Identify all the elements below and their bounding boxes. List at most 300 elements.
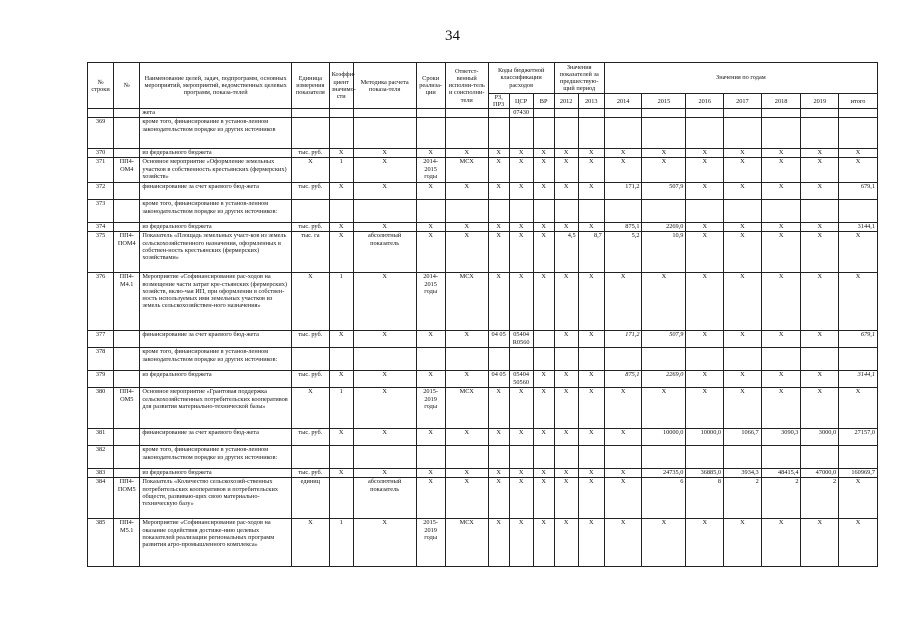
row-value-year: X <box>801 158 839 183</box>
row-coefficient: 1 <box>329 273 353 331</box>
row-value-year: 36885,0 <box>686 469 724 478</box>
row-vr: X <box>533 429 554 446</box>
row-name: Основное мероприятие «Грантовая поддержка сельскохозяйственных потребительских кооперативов для развития материально-технической базы» <box>140 388 292 429</box>
row-value-year <box>578 109 604 118</box>
row-csr: X <box>509 429 533 446</box>
row-vr: X <box>533 478 554 519</box>
row-value-year <box>604 118 642 149</box>
row-value-year: 24735,0 <box>642 469 686 478</box>
header-method: Методика расчета показа-теля <box>353 63 416 109</box>
row-value-total <box>839 446 878 469</box>
row-unit: тыс. руб. <box>292 149 330 158</box>
row-vr <box>533 446 554 469</box>
row-term: X <box>416 478 445 519</box>
row-method <box>353 200 416 223</box>
row-name: из федерального бюджета <box>140 469 292 478</box>
row-value-year <box>761 446 801 469</box>
row-value-year <box>578 348 604 371</box>
row-name: Показатель «Площадь земельных участ-ков из земель сельскохозяйственного назначения, оформленных в собствен-ность крестьянских (фермерских) хозяйствами» <box>140 232 292 273</box>
row-value-year <box>686 348 724 371</box>
row-value-year <box>761 109 801 118</box>
header-total: итого <box>839 94 878 109</box>
row-method: X <box>353 183 416 200</box>
row-value-year: X <box>554 478 578 519</box>
row-value-year: X <box>604 273 642 331</box>
row-value-year: X <box>578 478 604 519</box>
row-code <box>114 183 140 200</box>
row-method: X <box>353 388 416 429</box>
row-vr: X <box>533 149 554 158</box>
row-term <box>416 200 445 223</box>
row-value-total: 3144,1 <box>839 223 878 232</box>
row-value-year: 10000,0 <box>642 429 686 446</box>
row-responsible <box>445 200 488 223</box>
row-method: X <box>353 469 416 478</box>
header-vr: ВР <box>533 94 554 109</box>
row-value-year <box>724 446 762 469</box>
row-coefficient <box>329 446 353 469</box>
row-responsible <box>445 109 488 118</box>
row-value-year <box>686 446 724 469</box>
row-value-year: X <box>761 519 801 567</box>
row-name: Показатель «Количество сельскохозяй-ственных потребительских кооперативов и потребительских обществ, развиваю-щих свою материально-техническую базу» <box>140 478 292 519</box>
row-responsible: МСХ <box>445 273 488 331</box>
row-value-year: X <box>554 331 578 348</box>
row-value-year <box>761 118 801 149</box>
row-name: кроме того, финансирование в установ-ленном законодательством порядке из других источников <box>140 118 292 149</box>
header-year: 2015 <box>642 94 686 109</box>
row-term: 2014-2015 годы <box>416 273 445 331</box>
row-term: 2015-2019 годы <box>416 388 445 429</box>
header-year: 2016 <box>686 94 724 109</box>
row-coefficient: X <box>329 149 353 158</box>
row-value-year: X <box>554 273 578 331</box>
row-value-year: 3090,3 <box>761 429 801 446</box>
table-row <box>88 118 878 149</box>
row-value-year: X <box>554 149 578 158</box>
row-code: ПП4-М5.1 <box>114 519 140 567</box>
table-row <box>88 469 878 478</box>
row-code <box>114 469 140 478</box>
row-value-year: X <box>578 158 604 183</box>
header-row-no: № строки <box>88 63 114 109</box>
row-value-year: X <box>686 273 724 331</box>
row-code <box>114 348 140 371</box>
row-value-year: X <box>554 223 578 232</box>
row-coefficient: 1 <box>329 158 353 183</box>
row-unit: X <box>292 519 330 567</box>
row-csr: 07430 <box>509 109 533 118</box>
row-csr: X <box>509 478 533 519</box>
table-row <box>88 371 878 388</box>
row-value-year: X <box>578 519 604 567</box>
row-number: 369 <box>88 118 114 149</box>
row-method: X <box>353 158 416 183</box>
row-value-year <box>554 200 578 223</box>
row-vr <box>533 200 554 223</box>
row-responsible: МСХ <box>445 519 488 567</box>
row-code <box>114 118 140 149</box>
header-year: 2012 <box>554 94 578 109</box>
row-name: жета <box>140 109 292 118</box>
row-value-total: X <box>839 519 878 567</box>
row-unit: тыс. руб. <box>292 331 330 348</box>
table-row <box>88 348 878 371</box>
row-responsible: X <box>445 183 488 200</box>
row-code: ПП4-ОМ5 <box>114 388 140 429</box>
row-unit: тыс. руб. <box>292 429 330 446</box>
row-unit: тыс. руб. <box>292 183 330 200</box>
row-value-year: X <box>578 388 604 429</box>
row-rz: X <box>488 223 509 232</box>
row-value-year: X <box>724 371 762 388</box>
row-rz: X <box>488 232 509 273</box>
row-number: 370 <box>88 149 114 158</box>
row-responsible: X <box>445 331 488 348</box>
row-value-total: 27157,0 <box>839 429 878 446</box>
row-value-year <box>604 200 642 223</box>
row-responsible <box>445 446 488 469</box>
row-value-year: 171,2 <box>604 331 642 348</box>
row-coefficient <box>329 478 353 519</box>
row-value-year <box>578 446 604 469</box>
row-value-year: X <box>604 469 642 478</box>
row-term <box>416 446 445 469</box>
row-rz: X <box>488 519 509 567</box>
row-code: ПП4-ОМ4 <box>114 158 140 183</box>
row-value-year: 4,5 <box>554 232 578 273</box>
row-term: X <box>416 429 445 446</box>
row-value-total: X <box>839 158 878 183</box>
row-value-year: 875,1 <box>604 371 642 388</box>
table-row <box>88 149 878 158</box>
row-value-total: X <box>839 478 878 519</box>
row-term <box>416 109 445 118</box>
row-value-year: X <box>801 149 839 158</box>
row-method: абсолютный показатель <box>353 232 416 273</box>
row-name: кроме того, финансирование в установ-ленном законодательством порядке из других источников: <box>140 200 292 223</box>
row-number: 379 <box>88 371 114 388</box>
row-vr: X <box>533 183 554 200</box>
table-row <box>88 158 878 183</box>
row-value-year: X <box>554 158 578 183</box>
row-value-year <box>554 118 578 149</box>
row-term: 2015-2019 годы <box>416 519 445 567</box>
row-unit: тыс. руб. <box>292 371 330 388</box>
row-number: 381 <box>88 429 114 446</box>
row-unit: тыс. руб. <box>292 469 330 478</box>
row-code <box>114 109 140 118</box>
table-row <box>88 223 878 232</box>
row-term: X <box>416 469 445 478</box>
row-responsible: X <box>445 371 488 388</box>
row-rz: X <box>488 183 509 200</box>
row-term: X <box>416 232 445 273</box>
row-name: Мероприятие «Софинансирование рас-ходов на возмещение части затрат кре-стьянских (фермерских) хозяйств, вклю-чая ИП, при оформлении в собствен-ность используемых ими земельных участков из земель сельскохозяйствен-ного назначения» <box>140 273 292 331</box>
row-value-year: 3000,0 <box>801 429 839 446</box>
row-value-year: X <box>724 223 762 232</box>
row-value-year: X <box>642 519 686 567</box>
row-method <box>353 118 416 149</box>
row-unit <box>292 118 330 149</box>
header-name: Наименование целей, задач, подпрограмм, основных мероприятий, мероприятий, ведомственных целевых программ, показа-телей <box>140 63 292 109</box>
row-value-year <box>724 200 762 223</box>
row-value-year: X <box>801 331 839 348</box>
row-value-year <box>724 118 762 149</box>
row-rz <box>488 200 509 223</box>
row-value-year: X <box>761 183 801 200</box>
row-value-year: 171,2 <box>604 183 642 200</box>
row-value-total <box>839 109 878 118</box>
row-number <box>88 109 114 118</box>
header-code: № <box>114 63 140 109</box>
row-coefficient: X <box>329 429 353 446</box>
row-value-total <box>839 200 878 223</box>
row-rz: 04 05 <box>488 371 509 388</box>
row-value-year <box>801 200 839 223</box>
row-value-year <box>604 446 642 469</box>
row-method: абсолютный показатель <box>353 478 416 519</box>
row-rz: X <box>488 158 509 183</box>
row-value-year: X <box>686 331 724 348</box>
row-value-year: 48415,4 <box>761 469 801 478</box>
row-value-year: X <box>761 149 801 158</box>
row-csr: X <box>509 519 533 567</box>
row-value-year <box>801 348 839 371</box>
row-unit: тыс. руб. <box>292 223 330 232</box>
row-value-year <box>604 348 642 371</box>
table-row <box>88 446 878 469</box>
row-value-year: X <box>761 388 801 429</box>
row-responsible: МСХ <box>445 388 488 429</box>
row-method <box>353 109 416 118</box>
row-value-year: X <box>724 519 762 567</box>
row-value-year <box>686 109 724 118</box>
row-value-year: 2269,0 <box>642 223 686 232</box>
row-value-year: X <box>554 429 578 446</box>
row-csr: X <box>509 223 533 232</box>
row-value-year: X <box>604 158 642 183</box>
row-number: 380 <box>88 388 114 429</box>
row-responsible <box>445 348 488 371</box>
row-method <box>353 348 416 371</box>
row-value-year: 507,9 <box>642 331 686 348</box>
row-value-year <box>801 109 839 118</box>
row-method: X <box>353 331 416 348</box>
header-year: 2014 <box>604 94 642 109</box>
row-responsible: X <box>445 429 488 446</box>
row-value-year <box>642 446 686 469</box>
row-value-year <box>604 109 642 118</box>
row-rz <box>488 118 509 149</box>
header-year: 2019 <box>801 94 839 109</box>
row-value-year <box>642 348 686 371</box>
row-value-year: X <box>761 371 801 388</box>
row-code <box>114 331 140 348</box>
row-value-year: X <box>578 469 604 478</box>
row-coefficient <box>329 348 353 371</box>
row-csr: X <box>509 149 533 158</box>
row-term <box>416 348 445 371</box>
row-value-year: X <box>604 388 642 429</box>
row-unit: X <box>292 273 330 331</box>
row-responsible: X <box>445 232 488 273</box>
row-value-total: 679,1 <box>839 331 878 348</box>
row-csr: X <box>509 273 533 331</box>
row-number: 372 <box>88 183 114 200</box>
row-term: X <box>416 331 445 348</box>
row-number: 383 <box>88 469 114 478</box>
row-value-year: 507,9 <box>642 183 686 200</box>
header-term: Сроки реализа-ции <box>416 63 445 109</box>
row-name: Основное мероприятие «Оформление земельных участков в собственность крестьянских (фермерских) хозяйств» <box>140 158 292 183</box>
row-value-year <box>761 200 801 223</box>
row-number: 378 <box>88 348 114 371</box>
row-name: Мероприятие «Софинансирование рас-ходов на оказание содействия достиже-нию целевых показателей реализации региональных программ развития агро-промышленного комплекса» <box>140 519 292 567</box>
row-value-year: 2269,0 <box>642 371 686 388</box>
table-row <box>88 200 878 223</box>
program-table <box>87 62 878 567</box>
row-csr <box>509 200 533 223</box>
row-vr: X <box>533 223 554 232</box>
row-vr: X <box>533 519 554 567</box>
row-coefficient: X <box>329 183 353 200</box>
row-name: кроме того, финансирование в установ-ленном законодательством порядке из других источников: <box>140 348 292 371</box>
header-budget-codes: Коды бюджетной классификации расходов <box>488 63 554 94</box>
table-row <box>88 429 878 446</box>
row-value-year <box>686 200 724 223</box>
row-value-year: X <box>686 223 724 232</box>
row-coefficient: X <box>329 232 353 273</box>
row-code <box>114 446 140 469</box>
row-value-year <box>554 348 578 371</box>
row-value-year: X <box>686 158 724 183</box>
table-row <box>88 183 878 200</box>
row-term: X <box>416 223 445 232</box>
row-value-year: X <box>686 388 724 429</box>
row-coefficient: X <box>329 331 353 348</box>
row-method <box>353 446 416 469</box>
row-coefficient: X <box>329 223 353 232</box>
row-unit <box>292 109 330 118</box>
row-value-total: 679,1 <box>839 183 878 200</box>
header-prev-period: Значения показателей за предшествую-щий период <box>554 63 604 94</box>
header-unit: Единица измерения показателя <box>292 63 330 109</box>
table-row <box>88 519 878 567</box>
row-value-year: X <box>642 158 686 183</box>
table-row <box>88 109 878 118</box>
row-value-total <box>839 348 878 371</box>
row-term: X <box>416 371 445 388</box>
row-number: 376 <box>88 273 114 331</box>
row-number: 382 <box>88 446 114 469</box>
row-value-year: X <box>642 149 686 158</box>
row-unit: единиц <box>292 478 330 519</box>
row-value-total: X <box>839 149 878 158</box>
row-code <box>114 149 140 158</box>
row-responsible <box>445 118 488 149</box>
row-responsible: X <box>445 478 488 519</box>
row-value-year: X <box>801 183 839 200</box>
row-method: X <box>353 273 416 331</box>
row-responsible: X <box>445 223 488 232</box>
row-responsible: X <box>445 149 488 158</box>
row-value-total: 3144,1 <box>839 371 878 388</box>
row-number: 385 <box>88 519 114 567</box>
table-row <box>88 273 878 331</box>
row-code: ПП4-ПОМ4 <box>114 232 140 273</box>
row-value-year: 2 <box>801 478 839 519</box>
row-code: ПП4-ПОМ5 <box>114 478 140 519</box>
row-number: 375 <box>88 232 114 273</box>
row-csr: X <box>509 232 533 273</box>
row-value-year: X <box>761 158 801 183</box>
row-value-year <box>578 118 604 149</box>
row-code <box>114 371 140 388</box>
row-value-year: 8,7 <box>578 232 604 273</box>
table-row <box>88 478 878 519</box>
row-method: X <box>353 371 416 388</box>
row-vr: X <box>533 388 554 429</box>
row-code <box>114 429 140 446</box>
row-value-year: X <box>724 149 762 158</box>
row-value-total: 160969,7 <box>839 469 878 478</box>
row-value-year: X <box>604 478 642 519</box>
row-value-year <box>642 200 686 223</box>
row-coefficient: 1 <box>329 388 353 429</box>
row-number: 384 <box>88 478 114 519</box>
row-value-year <box>761 348 801 371</box>
row-value-year: 1066,7 <box>724 429 762 446</box>
row-value-year: X <box>686 519 724 567</box>
row-value-year: 2 <box>761 478 801 519</box>
row-responsible: МСХ <box>445 158 488 183</box>
row-csr: X <box>509 469 533 478</box>
row-value-year: X <box>604 149 642 158</box>
row-value-year: X <box>604 519 642 567</box>
row-csr: 05404 R0560 <box>509 331 533 348</box>
row-vr <box>533 118 554 149</box>
row-name: финансирование за счет краевого бюд-жета <box>140 331 292 348</box>
row-unit <box>292 446 330 469</box>
row-value-year: X <box>578 429 604 446</box>
row-value-year <box>554 109 578 118</box>
header-coefficient: Коэффи-циент значимо-сти <box>329 63 353 109</box>
row-value-year: 5,2 <box>604 232 642 273</box>
table-body <box>88 109 878 567</box>
row-unit <box>292 348 330 371</box>
row-value-year: X <box>801 273 839 331</box>
row-rz <box>488 348 509 371</box>
row-value-year: X <box>801 388 839 429</box>
row-value-year: X <box>801 371 839 388</box>
row-value-year: X <box>686 371 724 388</box>
row-vr: X <box>533 469 554 478</box>
row-value-year: X <box>724 158 762 183</box>
row-coefficient: 1 <box>329 519 353 567</box>
row-csr: X <box>509 158 533 183</box>
table-row <box>88 331 878 348</box>
row-value-year: X <box>761 223 801 232</box>
row-name: финансирование за счет краевого бюд-жета <box>140 429 292 446</box>
row-value-year: X <box>578 273 604 331</box>
row-value-year: X <box>686 183 724 200</box>
row-value-year: X <box>801 223 839 232</box>
header-year: 2018 <box>761 94 801 109</box>
row-name: из федерального бюджета <box>140 149 292 158</box>
row-unit: тыс. га <box>292 232 330 273</box>
header-csr: ЦСР <box>509 94 533 109</box>
